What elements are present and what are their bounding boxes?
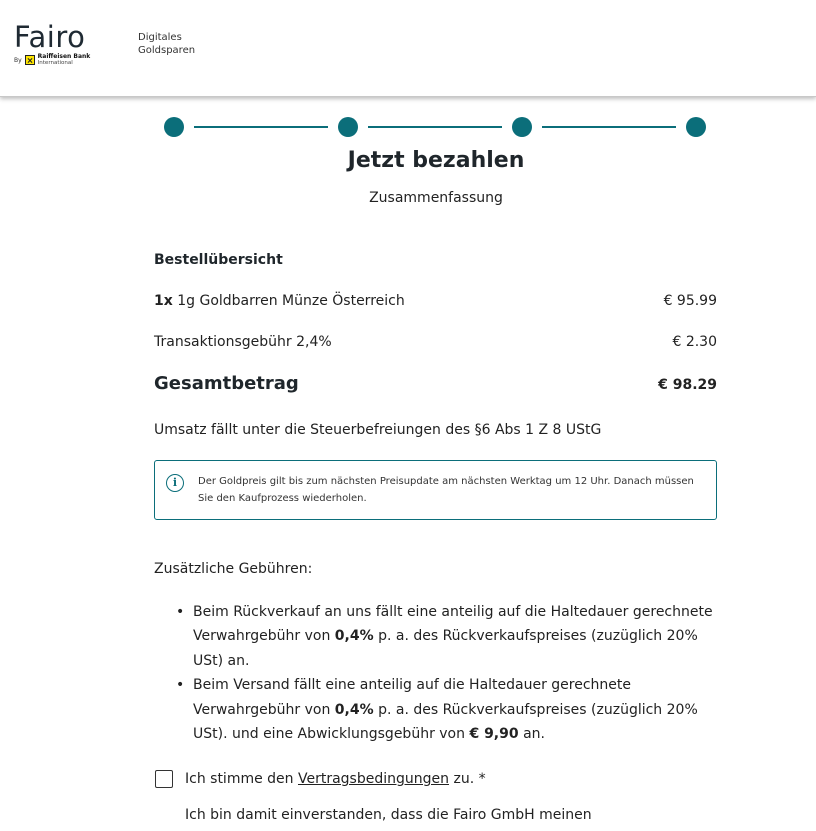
- terms-suffix: zu. *: [449, 771, 486, 787]
- price-info-text: Der Goldpreis gilt bis zum nächsten Preisupdate am nächsten Werktag um 12 Uhr. Danach müssen Sie den Kaufprozess wiederholen.: [198, 476, 694, 504]
- progress-stepper: [164, 117, 708, 137]
- terms-link[interactable]: Vertragsbedingungen: [297, 771, 450, 787]
- tax-exemption-note: Umsatz fällt unter die Steuerbefreiungen des §6 Abs 1 Z 8 UStG: [154, 422, 602, 438]
- step-1-dot: [164, 117, 184, 137]
- step-connector-1: [194, 126, 328, 128]
- fee2-text-c: p. a. des Rückverkaufspreises (zuzüglich 20% USt). und eine Abwicklungsgebühr von: [193, 701, 698, 743]
- logo-bank-line1: Raiffeisen Bank: [37, 53, 91, 60]
- page-title: Jetzt bezahlen: [347, 148, 525, 173]
- transaction-fee-label: Transaktionsgebühr 2,4%: [154, 334, 332, 350]
- fee1-text-a: Beim Rückverkauf an uns fällt eine anteilig auf die Haltedauer gerechnete Verwahrgebühr von: [193, 604, 713, 645]
- list-item: [193, 600, 723, 673]
- item-price: € 95.99: [663, 293, 717, 309]
- logo-by: By: [14, 56, 22, 64]
- additional-fees-list: [193, 600, 723, 746]
- total-row: [154, 373, 717, 394]
- logo-bank: [38, 54, 91, 66]
- item-quantity: 1x: [154, 293, 173, 309]
- total-label: Gesamtbetrag: [154, 373, 299, 394]
- order-summary-heading: Bestellübersicht: [154, 252, 283, 268]
- transaction-fee-value: € 2.30: [672, 334, 717, 350]
- logo-wordmark: Fairo: [14, 20, 86, 54]
- logo-byline: [14, 54, 90, 66]
- terms-checkbox[interactable]: [155, 770, 173, 788]
- terms-label: [185, 771, 486, 787]
- step-2-dot: [338, 117, 358, 137]
- step-4-dot: [686, 117, 706, 137]
- step-connector-2: [368, 126, 502, 128]
- page-subtitle: Zusammenfassung: [369, 190, 503, 206]
- fairo-logo[interactable]: [14, 22, 104, 70]
- transaction-fee-row: [154, 334, 717, 350]
- total-value: € 98.29: [658, 377, 717, 393]
- fee2-text-e: an.: [518, 726, 545, 743]
- fee2-rate: 0,4%: [334, 701, 374, 718]
- price-info-box: [154, 460, 717, 520]
- step-connector-3: [542, 126, 676, 128]
- data-consent-text: Ich bin damit einverstanden, dass die Fairo GmbH meinen: [185, 807, 592, 823]
- additional-fees-heading: Zusätzliche Gebühren:: [154, 561, 313, 577]
- tagline-line1: Digitales: [138, 32, 182, 43]
- terms-prefix: Ich stimme den: [185, 771, 298, 787]
- top-header: [0, 0, 816, 97]
- info-icon: i: [166, 474, 184, 492]
- tagline-line2: Goldsparen: [138, 45, 196, 56]
- fee2-handling-fee: € 9,90: [469, 726, 519, 743]
- raiffeisen-icon: [25, 55, 35, 65]
- header-tagline: [138, 31, 195, 57]
- order-item-row: [154, 293, 717, 309]
- fee1-rate: 0,4%: [334, 628, 374, 645]
- item-name: 1g Goldbarren Münze Österreich: [177, 293, 405, 309]
- step-3-dot: [512, 117, 532, 137]
- logo-bank-line2: International: [37, 60, 73, 66]
- list-item: [193, 673, 723, 746]
- order-item-text: [154, 293, 405, 309]
- fee2-text-a: Beim Versand fällt eine anteilig auf die Haltedauer gerechnete Verwahrgebühr von: [193, 677, 632, 718]
- fee1-text-c: p. a. des Rückverkaufspreises (zuzüglich 20% USt) an.: [193, 628, 698, 669]
- terms-consent: [155, 770, 486, 788]
